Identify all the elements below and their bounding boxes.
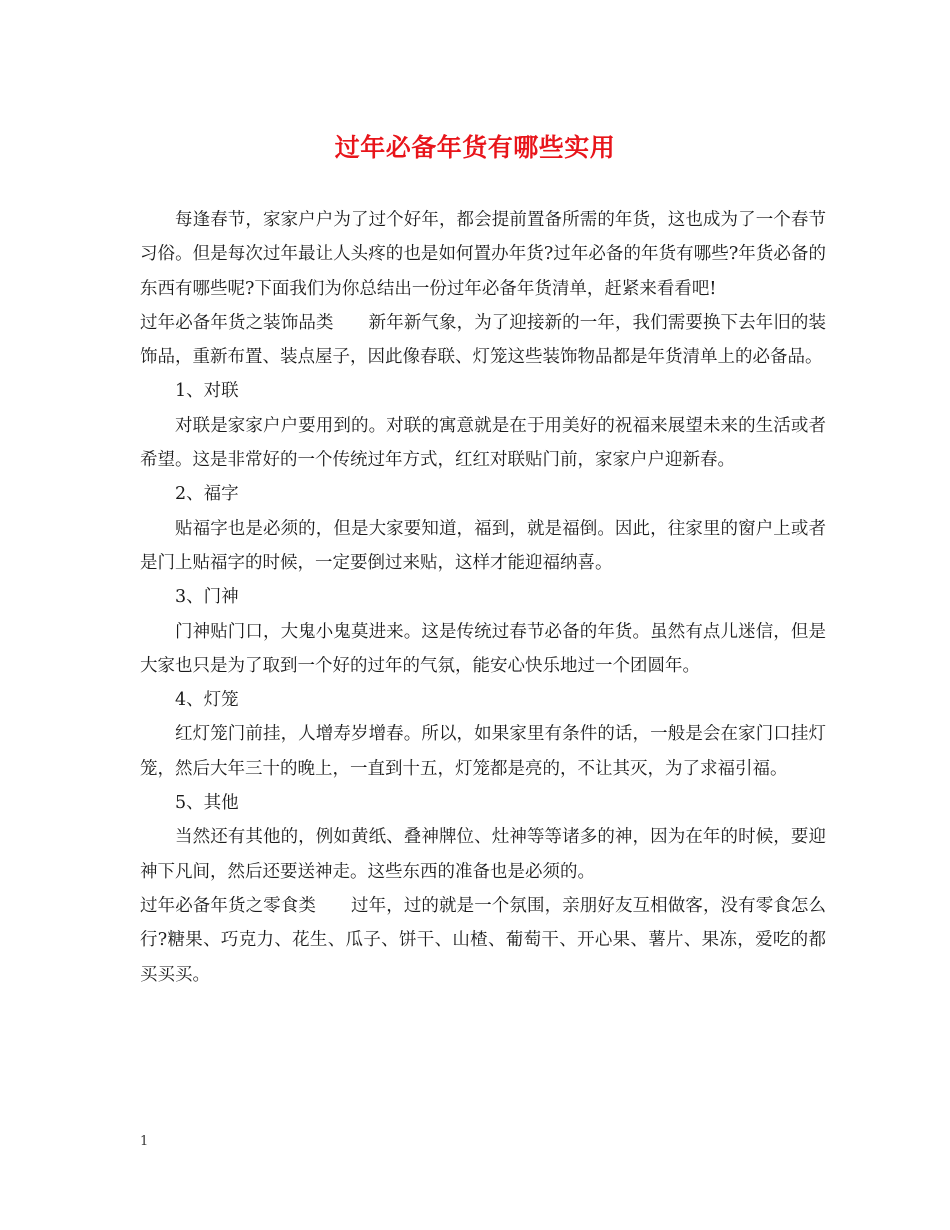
item-couplets-label: 1、对联 — [175, 381, 239, 402]
document-title: 过年必备年货有哪些实用 — [334, 133, 616, 162]
section-decorations-paragraph — [140, 306, 826, 375]
page-number: 1 — [140, 1134, 149, 1149]
item-fu-character-label: 2、福字 — [175, 484, 239, 505]
item-others-label: 5、其他 — [175, 793, 239, 814]
section-snacks-paragraph — [140, 889, 826, 992]
intro-paragraph: 每逢春节，家家户户为了过个好年，都会提前置备所需的年货，这也成为了一个春节习俗。但是每次过年最让人头疼的也是如何置办年货?过年必备的年货有哪些?年货必备的东西有哪些呢?下面我们为你总结出一份过年必备年货清单，赶紧来看看吧! — [140, 210, 826, 299]
item-door-gods-label: 3、门神 — [175, 587, 239, 608]
item-lanterns-text: 红灯笼门前挂，人增寿岁增春。所以，如果家里有条件的话，一般是会在家门口挂灯笼，然后大年三十的晚上，一直到十五，灯笼都是亮的，不让其灭，为了求福引福。 — [140, 724, 826, 779]
item-others-text: 当然还有其他的，例如黄纸、叠神牌位、灶神等等诸多的神，因为在年的时候，要迎神下凡间，然后还要送神走。这些东西的准备也是必须的。 — [140, 827, 826, 882]
document-body — [140, 203, 826, 992]
section-decorations-text: 新年新气象，为了迎接新的一年，我们需要换下去年旧的装饰品，重新布置、装点屋子，因此像春联、灯笼这些装饰物品都是年货清单上的必备品。 — [140, 312, 827, 368]
item-fu-character-text: 贴福字也是必须的，但是大家要知道，福到，就是福倒。因此，往家里的窗户上或者是门上贴福字的时候，一定要倒过来贴，这样才能迎福纳喜。 — [140, 518, 826, 573]
item-couplets-text: 对联是家家户户要用到的。对联的寓意就是在于用美好的祝福来展望未来的生活或者希望。这是非常好的一个传统过年方式，红红对联贴门前，家家户户迎新春。 — [140, 415, 826, 471]
section-decorations-heading: 过年必备年货之装饰品类 — [140, 312, 334, 333]
item-door-gods-text: 门神贴门口，大鬼小鬼莫进来。这是传统过春节必备的年货。虽然有点儿迷信，但是大家也只是为了取到一个好的过年的气氛，能安心快乐地过一个团圆年。 — [140, 621, 826, 676]
section-snacks-heading: 过年必备年货之零食类 — [140, 895, 316, 916]
section-snacks-text: 过年，过的就是一个氛围，亲朋好友互相做客，没有零食怎么行?糖果、巧克力、花生、瓜子、饼干、山楂、葡萄干、开心果、薯片、果冻，爱吃的都买买买。 — [140, 895, 827, 985]
item-lanterns-label: 4、灯笼 — [175, 690, 239, 711]
